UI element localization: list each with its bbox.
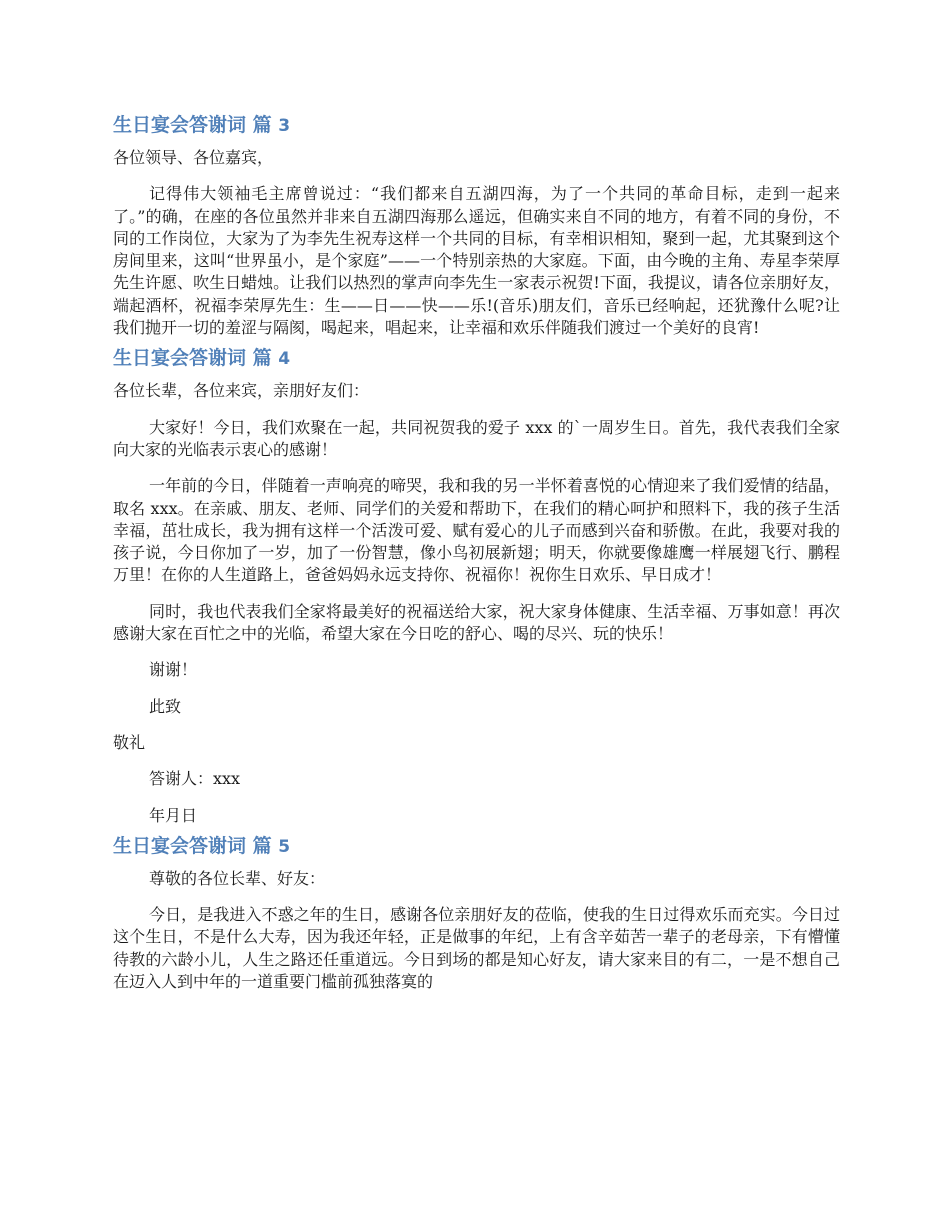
body-paragraph: 同时，我也代表我们全家将最美好的祝福送给大家，祝大家身体健康、生活幸福、万事如意！再次感谢大家在百忙之中的光临，希望大家在今日吃的舒心、喝的尽兴、玩的快乐！ bbox=[113, 601, 840, 644]
body-paragraph: 记得伟大领袖毛主席曾说过：“我们都来自五湖四海，为了一个共同的革命目标，走到一起来了。”的确，在座的各位虽然并非来自五湖四海那么遥远，但确实来自不同的地方，有着不同的身份，不同的工作岗位，大家为了为李先生祝寿这样一个共同的目标，有幸相识相知，聚到一起，尤其聚到这个房间里来，这叫“世界虽小，是个家庭”——一个特别亲热的大家庭。下面，由今晚的主角、寿星李荣厚先生许愿、吹生日蜡烛。让我们以热烈的掌声向李先生一家表示祝贺!下面，我提议，请各位亲朋好友，端起酒杯，祝福李荣厚先生：生——日——快——乐!(音乐)朋友们，音乐已经响起，还犹豫什么呢?让我们抛开一切的羞涩与隔阂，喝起来，唱起来，让幸福和欢乐伴随我们渡过一个美好的良宵! bbox=[113, 184, 840, 338]
body-paragraph: 今日，是我进入不惑之年的生日，感谢各位亲朋好友的莅临，使我的生日过得欢乐而充实。今日过这个生日，不是什么大寿，因为我还年轻，正是做事的年纪，上有含辛茹苦一辈子的老母亲，下有懵懂待教的六龄小儿，人生之路还任重道远。今日到场的都是知心好友，请大家来目的有二，一是不想自己在迈入人到中年的一道重要门槛前孤独落寞的 bbox=[113, 905, 840, 992]
closing-line: 此致 bbox=[149, 696, 182, 716]
section-heading-number: 5 bbox=[278, 836, 291, 857]
date-line: 年月日 bbox=[149, 805, 198, 825]
salutation: 尊敬的各位长辈、好友： bbox=[149, 868, 326, 888]
section-heading-text: 生日宴会答谢词 篇 bbox=[113, 834, 272, 857]
signature-line: 答谢人：xxx bbox=[149, 769, 241, 789]
body-paragraph: 一年前的今日，伴随着一声响亮的啼哭，我和我的另一半怀着喜悦的心情迎来了我们爱情的结晶，取名 xxx。在亲戚、朋友、老师、同学们的关爱和帮助下，在我们的精心呵护和照料下，我的孩子生活幸福，茁壮成长，我为拥有这样一个活泼可爱、赋有爱心的儿子而感到兴奋和骄傲。在此，我要对我的孩子说，今日你加了一岁，加了一份智慧，像小鸟初展新翅；明天，你就要像雄鹰一样展翅飞行、鹏程万里！在你的人生道路上，爸爸妈妈永远支持你、祝福你！祝你生日欢乐、早日成才！ bbox=[113, 476, 840, 585]
closing-salute: 敬礼 bbox=[113, 732, 146, 752]
section-heading-number: 4 bbox=[278, 349, 291, 370]
section-heading-text: 生日宴会答谢词 篇 bbox=[113, 347, 272, 370]
section-heading-4 bbox=[113, 345, 840, 372]
section-heading-5 bbox=[113, 833, 840, 860]
thanks-line: 谢谢！ bbox=[149, 660, 198, 680]
section-heading-number: 3 bbox=[278, 116, 291, 136]
section-heading-3 bbox=[113, 112, 840, 139]
document-page bbox=[113, 112, 840, 1007]
salutation: 各位长辈，各位来宾，亲朋好友们： bbox=[113, 381, 370, 401]
body-paragraph: 大家好！今日，我们欢聚在一起，共同祝贺我的爱子 xxx 的`一周岁生日。首先，我代表我们全家向大家的光临表示衷心的感谢！ bbox=[113, 417, 840, 459]
salutation: 各位领导、各位嘉宾， bbox=[113, 148, 274, 167]
section-heading-text: 生日宴会答谢词 篇 bbox=[113, 114, 272, 136]
